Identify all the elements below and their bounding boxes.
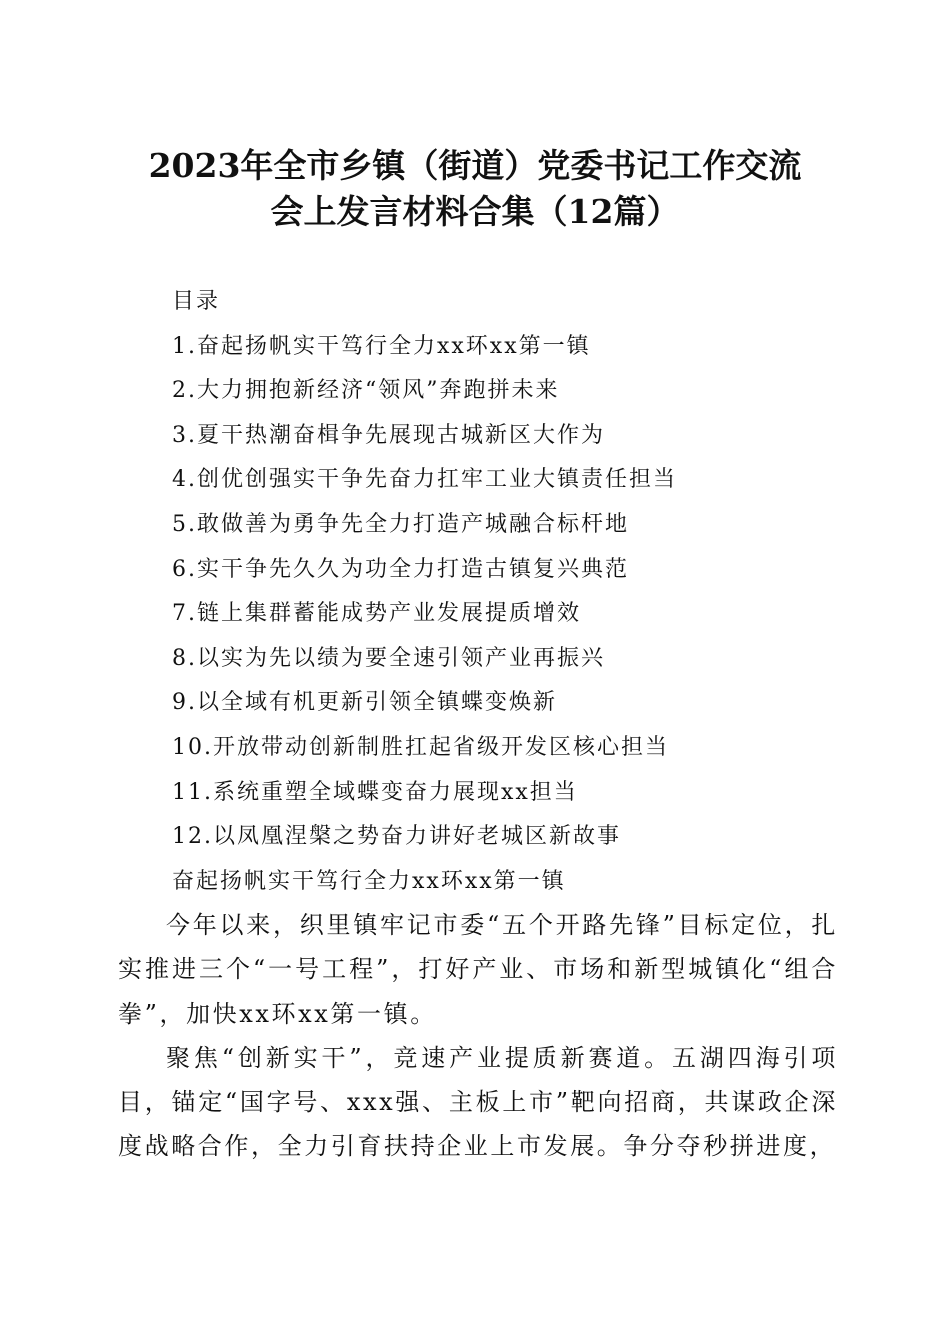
toc-item: 1.奋起扬帆实干笃行全力xx环xx第一镇 — [172, 333, 591, 359]
toc-item: 8.以实为先以绩为要全速引领产业再振兴 — [172, 645, 605, 671]
body-text — [118, 903, 838, 1169]
toc-item: 4.创优创强实干争先奋力扛牢工业大镇责任担当 — [172, 467, 677, 493]
table-of-contents — [172, 280, 677, 904]
toc-item: 6.实干争先久久为功全力打造古镇复兴典范 — [172, 556, 629, 582]
toc-item: 9.以全域有机更新引领全镇蝶变焕新 — [172, 690, 557, 716]
toc-heading: 目录 — [172, 289, 221, 314]
toc-item: 5.敢做善为勇争先全力打造产城融合标杆地 — [172, 511, 629, 537]
toc-item: 10.开放带动创新制胜扛起省级开发区核心担当 — [172, 734, 669, 760]
toc-item: 2.大力拥抱新经济“领风”奔跑拼未来 — [172, 378, 560, 404]
toc-item: 7.链上集群蓄能成势产业发展提质增效 — [172, 601, 581, 627]
document-title-line-2: 会上发言材料合集（12篇） — [270, 192, 680, 231]
toc-item: 12.以凤凰涅槃之势奋力讲好老城区新故事 — [172, 824, 621, 850]
paragraph: 今年以来，织里镇牢记市委“五个开路先锋”目标定位，扎实推进三个“一号工程”，打好产业、市场和新型城镇化“组合拳”，加快xx环xx第一镇。 — [118, 911, 838, 1028]
section-title: 奋起扬帆实干笃行全力xx环xx第一镇 — [172, 868, 566, 894]
document-title-line-1: 2023年全市乡镇（街道）党委书记工作交流 — [148, 146, 802, 185]
toc-item: 3.夏干热潮奋楫争先展现古城新区大作为 — [172, 422, 605, 448]
toc-item: 11.系统重塑全域蝶变奋力展现xx担当 — [172, 779, 578, 805]
paragraph: 聚焦“创新实干”，竞速产业提质新赛道。五湖四海引项目，锚定“国字号、xxx强、主板上市”靶向招商，共谋政企深度战略合作，全力引育扶持企业上市发展。争分夺秒拼进度， — [118, 1043, 838, 1161]
